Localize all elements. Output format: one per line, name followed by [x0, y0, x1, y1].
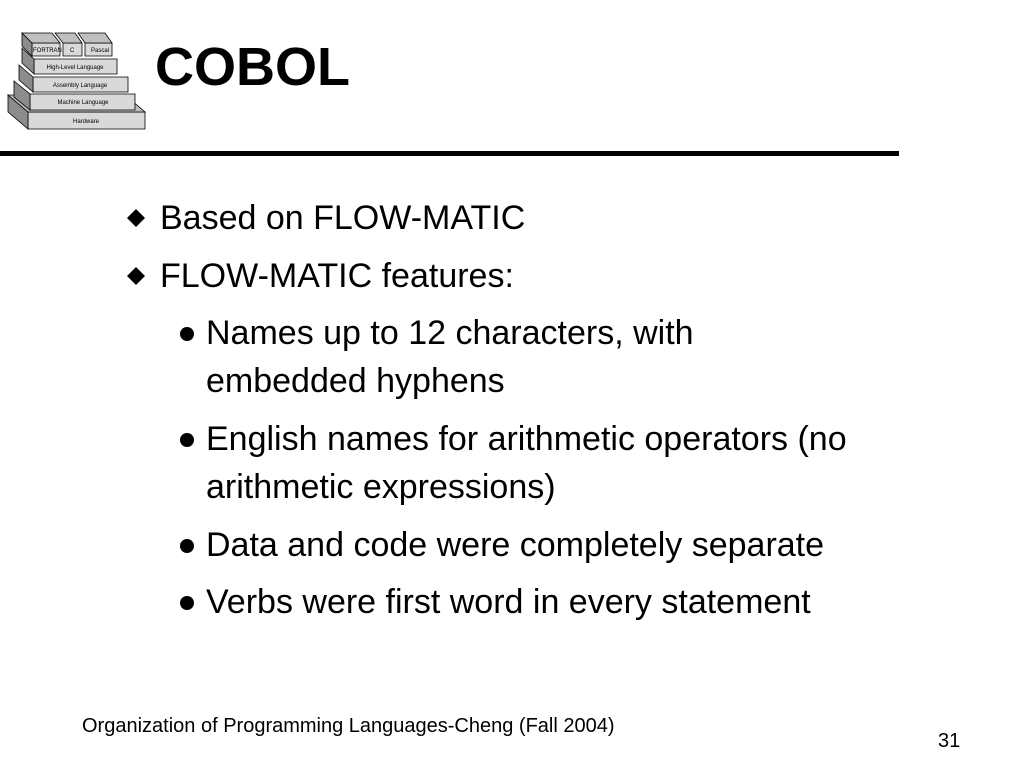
diamond-bullet-icon	[125, 207, 147, 229]
sub-bullet-text: Verbs were first word in every statement	[206, 583, 811, 621]
slide-title: COBOL	[155, 37, 350, 97]
page-number: 31	[938, 730, 961, 752]
sub-bullet-line: Names up to 12 characters, with	[206, 314, 694, 352]
logo-hardware-label: Hardware	[72, 119, 100, 125]
logo-fortran-label: FORTRAN	[33, 48, 62, 54]
sub-bullet-text	[206, 309, 694, 405]
sub-bullet-line: arithmetic expressions)	[206, 468, 556, 506]
footer-text: Organization of Programming Languages-Cheng (Fall 2004)	[82, 715, 615, 737]
circle-bullet-icon	[178, 594, 196, 612]
bullet-text: Based on FLOW-MATIC	[160, 199, 526, 237]
circle-bullet-icon	[178, 325, 196, 343]
sub-bullet-line: English names for arithmetic operators (no	[206, 420, 847, 458]
title-divider	[0, 151, 899, 156]
logo-high-level-label: High-Level Language	[46, 65, 104, 71]
sub-bullet-line: embedded hyphens	[206, 362, 505, 400]
bullet-text: FLOW-MATIC features:	[160, 257, 514, 295]
circle-bullet-icon	[178, 431, 196, 449]
logo-c-label: C	[70, 48, 75, 54]
logo-assembly-label: Assembly Language	[52, 83, 108, 89]
circle-bullet-icon	[178, 537, 196, 555]
diamond-bullet-icon	[125, 265, 147, 287]
logo-pascal-label: Pascal	[91, 48, 110, 54]
sub-bullet-text	[206, 415, 847, 511]
language-layers-logo	[0, 28, 150, 132]
logo-machine-label: Machine Language	[57, 100, 109, 106]
sub-bullet-text: Data and code were completely separate	[206, 526, 825, 564]
